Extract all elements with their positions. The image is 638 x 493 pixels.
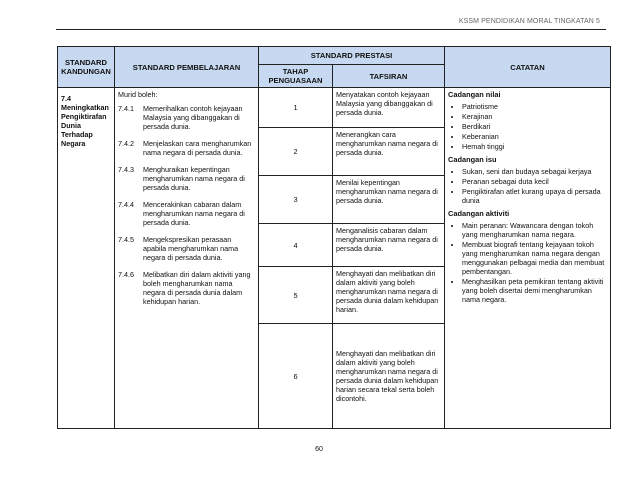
col-header-tafsiran: TAFSIRAN — [333, 65, 445, 88]
tahap-level: 1 — [259, 88, 333, 128]
list-item: • Keberanian — [462, 132, 607, 141]
tafsiran-text: Menerangkan cara mengharumkan nama negara di persada dunia. — [333, 128, 445, 176]
sp-item-text: Mencerakinkan cabaran dalam mengharumkan nama negara di persada dunia. — [143, 200, 245, 227]
tafsiran-text: Menyatakan contoh kejayaan Malaysia yang dibanggakan di persada dunia. — [333, 88, 445, 128]
tafsiran-text: Menghayati dan melibatkan diri dalam aktiviti yang boleh mengharumkan nama negara di persada dunia dalam kehidupan harian. — [333, 267, 445, 324]
tahap-level: 4 — [259, 224, 333, 267]
sp-item-text: Mengekspresikan perasaan apabila mengharumkan nama negara di persada dunia. — [143, 235, 239, 262]
tahap-level: 5 — [259, 267, 333, 324]
cadangan-isu-heading: Cadangan isu — [448, 155, 497, 164]
sp-item-code: 7.4.2 — [118, 139, 134, 148]
sp-item-text: Menjelaskan cara mengharumkan nama negara di persada dunia. — [143, 139, 252, 157]
cadangan-aktiviti-list — [448, 221, 607, 304]
list-item: • Berdikari — [462, 122, 607, 131]
list-item: • Menghasilkan peta pemikiran tentang aktiviti yang boleh disertai demi mengharumkan nama negara. — [462, 277, 607, 304]
tahap-level: 2 — [259, 128, 333, 176]
standard-kandungan-code: 7.4 — [61, 94, 71, 103]
cadangan-aktiviti-heading: Cadangan aktiviti — [448, 209, 510, 218]
list-item: • Kerajinan — [462, 112, 607, 121]
running-header: KSSM PENDIDIKAN MORAL TINGKATAN 5 — [458, 18, 600, 25]
col-header-standard-pembelajaran: STANDARD PEMBELAJARAN — [115, 47, 259, 88]
standard-pembelajaran-cell — [115, 88, 259, 429]
list-item: • Patriotisme — [462, 102, 607, 111]
sp-item-text: Melibatkan diri dalam aktiviti yang boleh mengharumkan nama negara di persada dunia dalam kehidupan harian. — [143, 270, 251, 306]
catatan-cell — [445, 88, 611, 429]
sp-item — [118, 165, 255, 192]
header-rule — [56, 29, 606, 30]
sp-item-code: 7.4.5 — [118, 235, 134, 244]
sp-item-text: Memerihalkan contoh kejayaan Malaysia yang dibanggakan di persada dunia. — [143, 104, 243, 131]
col-header-tahap-penguasaan: TAHAP PENGUASAAN — [259, 65, 333, 88]
list-item: • Peranan sebagai duta kecil — [462, 177, 607, 186]
sp-item-text: Menghuraikan kepentingan mengharumkan nama negara di persada dunia. — [143, 165, 245, 192]
col-header-standard-kandungan: STANDARD KANDUNGAN — [58, 47, 115, 88]
cadangan-isu-list — [448, 167, 607, 205]
sp-item-code: 7.4.6 — [118, 270, 134, 279]
col-header-standard-prestasi: STANDARD PRESTASI — [259, 47, 445, 65]
page-number: 60 — [315, 446, 323, 453]
sp-item — [118, 200, 255, 227]
list-item: • Pengiktirafan atlet kurang upaya di persada dunia — [462, 187, 607, 205]
col-header-catatan: CATATAN — [445, 47, 611, 88]
sp-item — [118, 270, 255, 306]
sp-item-code: 7.4.3 — [118, 165, 134, 174]
list-item: • Membuat biografi tentang kejayaan tokoh yang mengharumkan nama negara dengan menggunakan pelbagai media dan membuat pembentangan. — [462, 240, 607, 276]
tafsiran-text: Menghayati dan melibatkan diri dalam aktiviti yang boleh mengharumkan nama negara di persada dunia dalam kehidupan harian secara tekal serta boleh dicontohi. — [333, 324, 445, 429]
sp-item — [118, 235, 255, 262]
sp-intro: Murid boleh: — [118, 90, 158, 99]
sp-item — [118, 139, 255, 157]
list-item: • Main peranan: Wawancara dengan tokoh yang mengharumkan nama negara. — [462, 221, 607, 239]
sp-item-code: 7.4.4 — [118, 200, 134, 209]
tafsiran-text: Menganalisis cabaran dalam mengharumkan nama negara di persada dunia. — [333, 224, 445, 267]
list-item: • Hemah tinggi — [462, 142, 607, 151]
sp-item — [118, 104, 255, 131]
tahap-level: 3 — [259, 176, 333, 224]
tahap-level: 6 — [259, 324, 333, 429]
standard-kandungan-title: Meningkatkan Pengiktirafan Dunia Terhadap Negara — [61, 103, 109, 148]
tafsiran-text: Menilai kepentingan mengharumkan nama negara di persada dunia. — [333, 176, 445, 224]
cadangan-nilai-heading: Cadangan nilai — [448, 90, 501, 99]
curriculum-table — [57, 46, 611, 429]
standard-kandungan-cell — [58, 88, 115, 429]
sp-item-code: 7.4.1 — [118, 104, 134, 113]
cadangan-nilai-list — [448, 102, 607, 151]
list-item: • Sukan, seni dan budaya sebagai kerjaya — [462, 167, 607, 176]
